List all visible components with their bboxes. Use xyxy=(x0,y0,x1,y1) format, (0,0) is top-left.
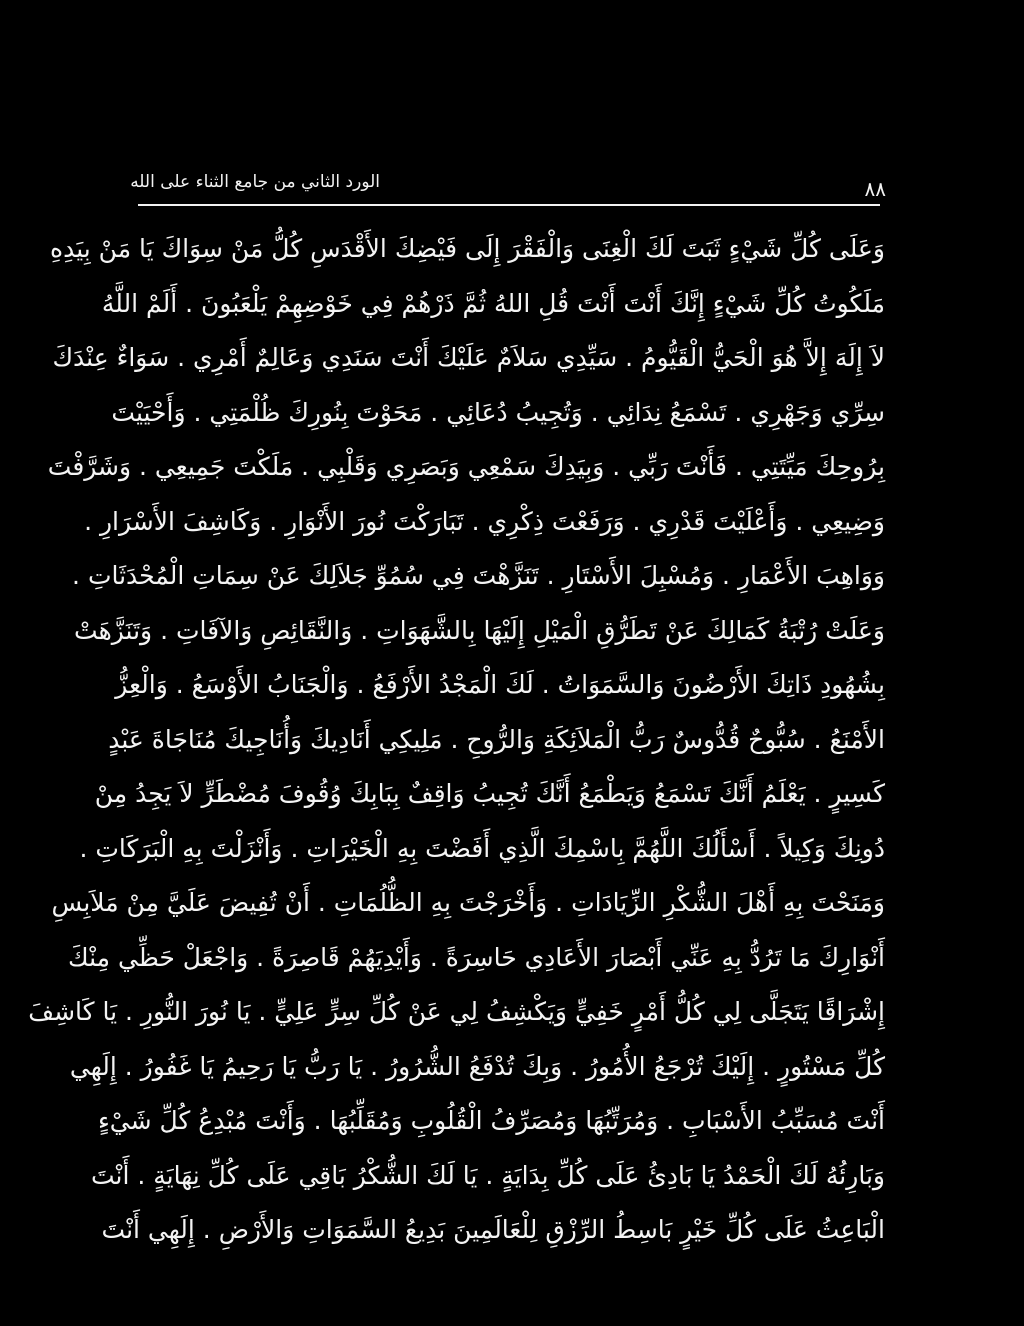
text-line: وَضِيعِي . وَأَعْلَيْتَ قَدْرِي . وَرَفَعْتَ ذِكْرِي . تَبَارَكْتَ نُورَ الأَنْوَارِ . وَكَاشِفَ الأَسْرَارِ . xyxy=(84,506,885,536)
text-line: مَلَكُوتُ كُلِّ شَيْءٍ إِنَّكَ أَنْتَ أَنْتَ قُلِ اللهُ ثُمَّ ذَرْهُمْ فِي خَوْضِهِمْ يَلْعَبُونَ . أَلَمْ اللَّهُ xyxy=(101,288,885,318)
text-line: الْبَاعِثُ عَلَى كُلِّ خَيْرٍ بَاسِطُ الرِّزْقِ لِلْعَالَمِينَ بَدِيعُ السَّمَوَاتِ وَالأَرْضِ . إِلَهِي أَنْتَ xyxy=(101,1215,885,1244)
page-number: ٨٨ xyxy=(864,177,886,201)
text-line: أَنْتَ مُسَبِّبُ الأَسْبَابِ . وَمُرَتِّبُهَا وَمُصَرِّفُ الْقُلُوبِ وَمُقَلِّبُهَا . وَأَنْتَ مُبْدِعُ كُلِّ شَيْءٍ xyxy=(98,1106,885,1135)
text-line: وَعَلَى كُلِّ شَيْءٍ ثَبَتَ لَكَ الْغِنَى وَالْفَقْرَ إِلَى فَيْضِكَ الأَقْدَسِ كُلُّ مَنْ سِوَاكَ يَا مَنْ بِيَدِهِ xyxy=(50,234,885,263)
text-line: الأَمْنَعُ . سُبُّوحٌ قُدُّوسٌ رَبُّ الْمَلاَئِكَةِ وَالرُّوحِ . مَلِيكِي أَنَادِيكَ وَأُنَاجِيكَ مُنَاجَاةَ عَبْدٍ xyxy=(108,724,885,754)
text-line: لاَ إِلَهَ إِلاَّ هُوَ الْحَيُّ الْقَيُّومُ . سَيِّدِي سَلاَمٌ عَلَيْكَ أَنْتَ سَنَدِي وَعَالِمٌ أَمْرِي . سَوَاءٌ عِنْدَكَ xyxy=(52,343,885,372)
text-line: دُونِكَ وَكِيلاً . أَسْأَلُكَ اللَّهُمَّ بِاسْمِكَ الَّذِي أَفَضْتَ بِهِ الْخَيْرَاتِ . وَأَنْزَلْتَ بِهِ الْبَرَكَاتِ . xyxy=(79,833,885,863)
text-line: بِشُهُودِ ذَاتِكَ الأَرْضُونَ وَالسَّمَوَاتُ . لَكَ الْمَجْدُ الأَرْفَعُ . وَالْجَنَابُ الأَوْسَعُ . وَالْعِزُّ xyxy=(115,670,885,699)
text-line: بِرُوحِكَ مَيِّتَتِي . فَأَنْتَ رَبِّي . وَبِيَدِكَ سَمْعِي وَبَصَرِي وَقَلْبِي . مَلَكْتَ جَمِيعِي . وَشَرَّفْتَ xyxy=(47,452,885,481)
text-line: وَعَلَتْ رُتْبَةُ كَمَالِكَ عَنْ تَطَرُّقِ الْمَيْلِ إِلَيْهَا بِالشَّهَوَاتِ . وَالنَّقَائِصِ وَالآفَاتِ . وَتَنَزَّهَتْ xyxy=(74,615,885,645)
text-line: إِشْرَاقًا يَتَجَلَّى لِي كُلُّ أَمْرٍ خَفِيٍّ وَيَكْشِفُ لِي عَنْ كُلِّ سِرٍّ عَلِيٍّ . يَا نُورَ النُّورِ . يَا كَاشِفَ xyxy=(28,997,885,1026)
header-divider xyxy=(138,204,880,206)
text-line: كُلِّ مَسْتُورٍ . إِلَيْكَ تُرْجَعُ الأُمُورُ . وَبِكَ تُدْفَعُ الشُّرُورُ . يَا رَبُّ يَا رَحِيمُ يَا غَفُورُ . إِلَهِي xyxy=(69,1051,885,1081)
text-line: وَمَنَحْتَ بِهِ أَهْلَ الشُّكْرِ الزِّيَادَاتِ . وَأَخْرَجْتَ بِهِ الظُّلُمَاتِ . أَنْ تُفِيضَ عَلَيَّ مِنْ مَلاَبِسِ xyxy=(51,888,885,917)
page-body xyxy=(28,222,885,1258)
text-line: سِرِّي وَجَهْرِي . تَسْمَعُ نِدَائِي . وَتُجِيبُ دُعَائِي . مَحَوْتَ بِنُورِكَ ظُلْمَتِي . وَأَحْيَيْتَ xyxy=(111,397,885,427)
text-line: وَوَاهِبَ الأَعْمَارِ . وَمُسْبِلَ الأَسْتَارِ . تَنَزَّهْتَ فِي سُمُوِّ جَلاَلِكَ عَنْ سِمَاتِ الْمُحْدَثَاتِ . xyxy=(72,561,885,590)
text-line: كَسِيرٍ . يَعْلَمُ أَنَّكَ تَسْمَعُ وَيَطْمَعُ أَنَّكَ تُجِيبُ وَاقِفٌ بِبَابِكَ وُقُوفَ مُضْطَرٍّ لاَ يَجِدُ مِنْ xyxy=(94,779,885,808)
text-line: أَنْوَارِكَ مَا تَرُدُّ بِهِ عَنِّي أَبْصَارَ الأَعَادِي حَاسِرَةً . وَأَيْدِيَهُمْ قَاصِرَةً . وَاجْعَلْ حَظِّي مِنْكَ xyxy=(68,942,885,972)
running-title: الورد الثاني من جامع الثناء على الله xyxy=(130,172,380,192)
text-line: وَبَارِئُهُ لَكَ الْحَمْدُ يَا بَادِئُ عَلَى كُلِّ بِدَايَةٍ . يَا لَكَ الشُّكْرُ بَاقِي عَلَى كُلِّ نِهَايَةٍ . أَنْتَ xyxy=(90,1160,885,1190)
